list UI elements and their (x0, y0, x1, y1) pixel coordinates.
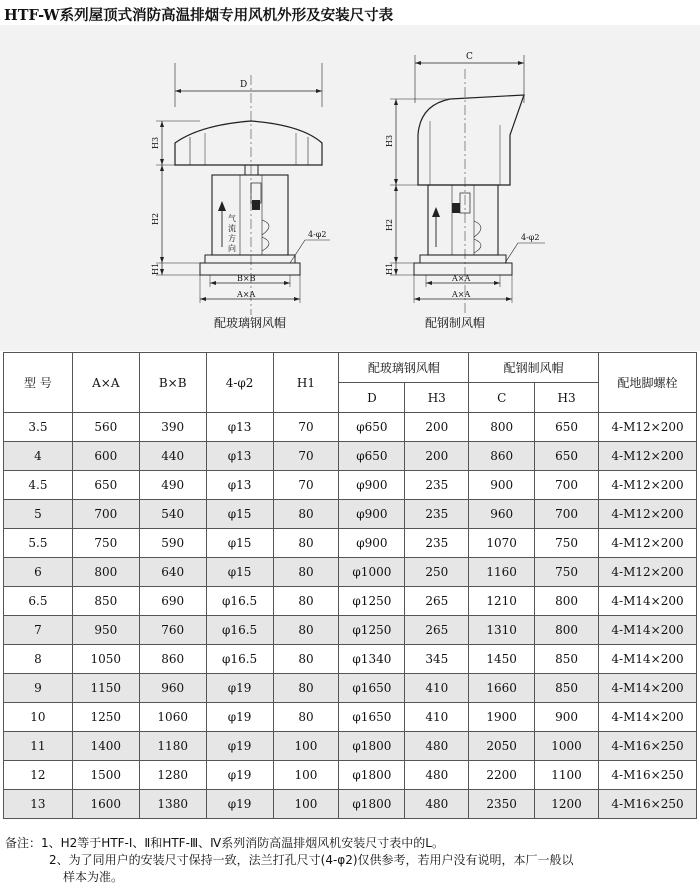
table-cell: 800 (535, 587, 599, 616)
table-cell: φ13 (206, 413, 273, 442)
table-row (4, 442, 697, 471)
fan-outline-drawings (0, 25, 700, 351)
table-cell: 2050 (469, 732, 535, 761)
spec-table (3, 352, 697, 819)
table-cell: 1380 (139, 790, 206, 819)
table-cell: 700 (72, 500, 139, 529)
header-steel-hood: 配钢制风帽 (469, 353, 599, 383)
table-cell: 800 (72, 558, 139, 587)
page-title: HTF-W系列屋顶式消防高温排烟专用风机外形及安装尺寸表 (4, 7, 394, 24)
table-cell: 750 (535, 558, 599, 587)
dim-label-axa-left: A×A (237, 290, 256, 299)
table-row (4, 413, 697, 442)
table-cell: 4-M14×200 (599, 616, 697, 645)
table-cell: 1900 (469, 703, 535, 732)
table-cell: 750 (535, 529, 599, 558)
table-cell: 1600 (72, 790, 139, 819)
table-cell: 8 (4, 645, 73, 674)
table-cell: φ900 (339, 529, 405, 558)
table-cell: 80 (273, 616, 339, 645)
table-cell: 2350 (469, 790, 535, 819)
dim-label-bxb-left: B×B (237, 274, 256, 283)
table-cell: 540 (139, 500, 206, 529)
table-row (4, 674, 697, 703)
table-cell: 235 (405, 529, 469, 558)
table-cell: φ1250 (339, 587, 405, 616)
table-cell: 100 (273, 790, 339, 819)
table-cell: 10 (4, 703, 73, 732)
table-row (4, 645, 697, 674)
table-cell: 440 (139, 442, 206, 471)
table-cell: 850 (535, 645, 599, 674)
dim-label-h3-left: H3 (151, 136, 160, 149)
table-cell: 6 (4, 558, 73, 587)
table-cell: 850 (72, 587, 139, 616)
table-cell: 480 (405, 732, 469, 761)
table-cell: φ19 (206, 732, 273, 761)
header-steel-c: C (469, 383, 535, 413)
table-cell: 3.5 (4, 413, 73, 442)
table-cell: 70 (273, 442, 339, 471)
table-cell: 750 (72, 529, 139, 558)
table-cell: 560 (72, 413, 139, 442)
table-cell: 5.5 (4, 529, 73, 558)
dim-label-d: D (240, 80, 248, 90)
table-cell: 13 (4, 790, 73, 819)
table-cell: φ650 (339, 442, 405, 471)
airflow-label-4: 向 (228, 244, 236, 253)
table-cell: 2200 (469, 761, 535, 790)
table-cell: 690 (139, 587, 206, 616)
table-cell: φ19 (206, 790, 273, 819)
table-row (4, 703, 697, 732)
table-cell: 70 (273, 413, 339, 442)
header-frp-h3: H3 (405, 383, 469, 413)
table-cell: 4-M12×200 (599, 500, 697, 529)
table-cell: 1310 (469, 616, 535, 645)
table-cell: 1160 (469, 558, 535, 587)
table-cell: 900 (535, 703, 599, 732)
table-cell: 80 (273, 500, 339, 529)
table-cell: φ13 (206, 442, 273, 471)
table-cell: 800 (469, 413, 535, 442)
table-row (4, 558, 697, 587)
table-cell: 480 (405, 790, 469, 819)
dim-label-h1-right: H1 (385, 262, 394, 275)
table-cell: φ650 (339, 413, 405, 442)
spec-table-body (4, 413, 697, 819)
table-cell: 410 (405, 703, 469, 732)
table-cell: φ1250 (339, 616, 405, 645)
dim-label-axa-right-lower: A×A (452, 290, 471, 299)
table-cell: 200 (405, 442, 469, 471)
table-cell: 1100 (535, 761, 599, 790)
dim-label-holes-right: 4-φ2 (521, 233, 540, 242)
header-model: 型 号 (4, 353, 73, 413)
table-cell: 235 (405, 500, 469, 529)
header-h1: H1 (273, 353, 339, 413)
table-cell: 1070 (469, 529, 535, 558)
table-cell: 700 (535, 500, 599, 529)
table-cell: 4-M12×200 (599, 442, 697, 471)
table-cell: 4-M12×200 (599, 529, 697, 558)
airflow-label-2: 流 (228, 224, 236, 233)
table-cell: φ1650 (339, 674, 405, 703)
table-cell: 80 (273, 703, 339, 732)
table-cell: 960 (139, 674, 206, 703)
header-frp-d: D (339, 383, 405, 413)
table-cell: φ900 (339, 471, 405, 500)
note-line-2: 2、为了同用户的安装尺寸保持一致，法兰打孔尺寸(4-φ2)仅供参考，若用户没有说明，本厂一般以 (49, 853, 574, 867)
table-cell: φ1800 (339, 790, 405, 819)
caption-steel-hood: 配钢制风帽 (425, 316, 486, 330)
table-cell: 1200 (535, 790, 599, 819)
table-cell: φ900 (339, 500, 405, 529)
header-anchor-bolt: 配地脚螺栓 (599, 353, 697, 413)
table-cell: 1210 (469, 587, 535, 616)
table-cell: 100 (273, 732, 339, 761)
table-cell: 1500 (72, 761, 139, 790)
table-cell: 100 (273, 761, 339, 790)
table-cell: 80 (273, 645, 339, 674)
table-cell: 4-M12×200 (599, 558, 697, 587)
dim-label-h1-left: H1 (151, 262, 160, 275)
table-cell: 80 (273, 674, 339, 703)
table-cell: 1250 (72, 703, 139, 732)
table-cell: 200 (405, 413, 469, 442)
table-cell: 1180 (139, 732, 206, 761)
table-cell: 600 (72, 442, 139, 471)
airflow-label-1: 气 (228, 214, 236, 223)
table-cell: φ15 (206, 529, 273, 558)
table-cell: φ1800 (339, 761, 405, 790)
table-cell: φ19 (206, 761, 273, 790)
table-cell: 80 (273, 587, 339, 616)
table-cell: 860 (139, 645, 206, 674)
table-cell: φ15 (206, 500, 273, 529)
table-cell: 4 (4, 442, 73, 471)
dim-label-h2-right: H2 (385, 218, 394, 231)
header-steel-h3: H3 (535, 383, 599, 413)
table-cell: φ16.5 (206, 616, 273, 645)
table-cell: 4-M14×200 (599, 703, 697, 732)
table-row (4, 529, 697, 558)
table-cell: 900 (469, 471, 535, 500)
table-cell: 490 (139, 471, 206, 500)
table-cell: 12 (4, 761, 73, 790)
table-cell: φ1000 (339, 558, 405, 587)
table-cell: 9 (4, 674, 73, 703)
table-cell: 1150 (72, 674, 139, 703)
table-row (4, 761, 697, 790)
table-cell: 6.5 (4, 587, 73, 616)
table-row (4, 616, 697, 645)
table-cell: 410 (405, 674, 469, 703)
table-cell: 480 (405, 761, 469, 790)
table-cell: 265 (405, 616, 469, 645)
airflow-label-3: 方 (228, 234, 236, 243)
table-row (4, 587, 697, 616)
caption-frp-hood: 配玻璃钢风帽 (214, 316, 287, 330)
table-cell: 650 (72, 471, 139, 500)
table-cell: 950 (72, 616, 139, 645)
dim-label-axa-right-upper: A×A (452, 274, 471, 283)
table-cell: 5 (4, 500, 73, 529)
table-cell: 4-M14×200 (599, 645, 697, 674)
header-holes: 4-φ2 (206, 353, 273, 413)
table-cell: 860 (469, 442, 535, 471)
table-row (4, 471, 697, 500)
table-cell: φ19 (206, 674, 273, 703)
table-row (4, 790, 697, 819)
table-row (4, 500, 697, 529)
table-cell: 390 (139, 413, 206, 442)
table-cell: 345 (405, 645, 469, 674)
table-cell: φ13 (206, 471, 273, 500)
table-row (4, 732, 697, 761)
table-cell: 4-M14×200 (599, 674, 697, 703)
table-cell: 265 (405, 587, 469, 616)
table-cell: 1450 (469, 645, 535, 674)
table-cell: φ1650 (339, 703, 405, 732)
table-cell: 4-M16×250 (599, 732, 697, 761)
dim-label-h3-right: H3 (385, 134, 394, 147)
table-cell: 80 (273, 558, 339, 587)
table-cell: 590 (139, 529, 206, 558)
table-cell: 800 (535, 616, 599, 645)
table-cell: 11 (4, 732, 73, 761)
note-line-3: 样本为准。 (63, 870, 124, 884)
table-cell: 70 (273, 471, 339, 500)
table-cell: 4-M12×200 (599, 471, 697, 500)
table-cell: 250 (405, 558, 469, 587)
table-cell: φ16.5 (206, 645, 273, 674)
table-cell: 650 (535, 413, 599, 442)
table-cell: 1280 (139, 761, 206, 790)
table-cell: 650 (535, 442, 599, 471)
notes (5, 835, 574, 886)
table-cell: 80 (273, 529, 339, 558)
header-bxb: B×B (139, 353, 206, 413)
table-cell: 1060 (139, 703, 206, 732)
dim-label-h2-left: H2 (151, 212, 160, 225)
header-frp-hood: 配玻璃钢风帽 (339, 353, 469, 383)
header-axa: A×A (72, 353, 139, 413)
table-cell: 4-M16×250 (599, 790, 697, 819)
table-cell: 1660 (469, 674, 535, 703)
table-cell: 4-M14×200 (599, 587, 697, 616)
table-cell: 235 (405, 471, 469, 500)
table-cell: φ1800 (339, 732, 405, 761)
table-cell: 4-M12×200 (599, 413, 697, 442)
table-cell: 4.5 (4, 471, 73, 500)
dim-label-c: C (466, 52, 473, 62)
table-cell: 700 (535, 471, 599, 500)
table-cell: φ16.5 (206, 587, 273, 616)
table-cell: 4-M16×250 (599, 761, 697, 790)
table-cell: 1400 (72, 732, 139, 761)
note-line-1: 备注：1、H2等于HTF-Ⅰ、Ⅱ和HTF-Ⅲ、Ⅳ系列消防高温排烟风机安装尺寸表中的L。 (5, 836, 444, 850)
dim-label-holes-left: 4-φ2 (308, 230, 327, 239)
table-cell: 640 (139, 558, 206, 587)
table-cell: 760 (139, 616, 206, 645)
table-cell: φ19 (206, 703, 273, 732)
table-cell: 1050 (72, 645, 139, 674)
table-cell: φ1340 (339, 645, 405, 674)
table-cell: φ15 (206, 558, 273, 587)
table-cell: 850 (535, 674, 599, 703)
table-cell: 960 (469, 500, 535, 529)
table-cell: 7 (4, 616, 73, 645)
table-cell: 1000 (535, 732, 599, 761)
